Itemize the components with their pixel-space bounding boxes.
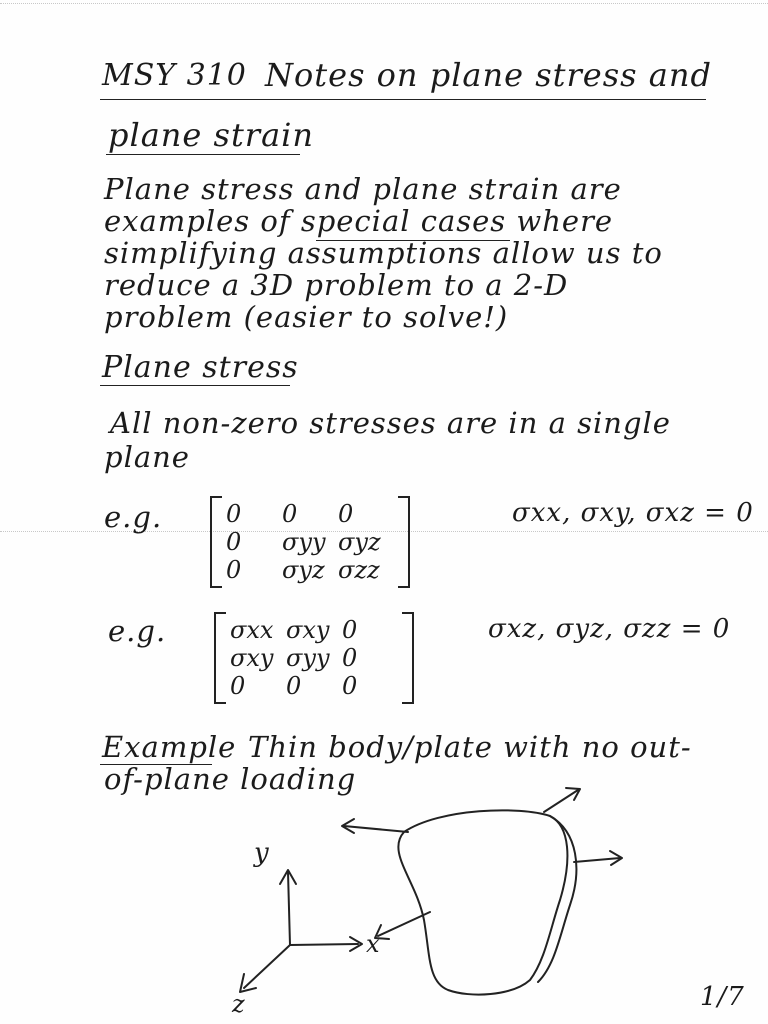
matrix-2-cell: 0 xyxy=(342,644,358,672)
y-axis-label: y xyxy=(254,838,270,868)
page-number: 1/7 xyxy=(700,982,745,1012)
intro-line-5: problem (easier to solve!) xyxy=(104,300,509,334)
matrix-1-cell: σzz xyxy=(338,556,380,584)
matrix-1-cell: 0 xyxy=(226,500,242,528)
matrix-2-cell: σxy xyxy=(286,616,330,644)
example-1-condition: σxx, σxy, σxz = 0 xyxy=(512,498,754,528)
z-axis xyxy=(244,945,290,988)
intro-line-2: examples of special cases where xyxy=(104,204,614,238)
load-arrow-up-right xyxy=(544,790,578,812)
matrix-2-cell: σxy xyxy=(230,644,274,672)
matrix-1-cell: 0 xyxy=(338,500,354,528)
intro-line-1: Plane stress and plane strain are xyxy=(104,172,622,206)
definition-line-1: All non-zero stresses are in a single xyxy=(110,406,671,440)
page-title-line1: Notes on plane stress and xyxy=(265,56,712,94)
y-axis xyxy=(288,872,290,945)
plate-outline xyxy=(398,810,567,994)
matrix-2-cell: 0 xyxy=(286,672,302,700)
example-text-line-2: of-plane loading xyxy=(104,762,357,796)
example-2-label: e.g. xyxy=(108,614,167,648)
load-arrow-inward xyxy=(378,912,430,936)
example-1-label: e.g. xyxy=(104,500,163,534)
matrix-2-cell: σyy xyxy=(286,644,330,672)
example-label: Example xyxy=(102,730,237,764)
matrix-1-cell: 0 xyxy=(226,556,242,584)
load-arrow-left xyxy=(344,826,408,832)
plate-thickness-edge xyxy=(538,816,576,982)
matrix-1-cell: σyz xyxy=(282,556,325,584)
matrix-2-cell: 0 xyxy=(342,616,358,644)
matrix-2-cell: 0 xyxy=(230,672,246,700)
page-title-line2: plane strain xyxy=(108,116,315,154)
intro-line-3: simplifying assumptions allow us to xyxy=(104,236,663,270)
matrix-2-cell: σxx xyxy=(230,616,274,644)
matrix-1-cell: σyy xyxy=(282,528,326,556)
load-arrow-right xyxy=(574,858,620,862)
matrix-1-cell: 0 xyxy=(226,528,242,556)
example-text-line-1: Thin body/plate with no out- xyxy=(248,730,692,764)
z-axis-label: z xyxy=(232,990,246,1018)
x-axis-label: x xyxy=(366,930,381,958)
matrix-1-cell: σyz xyxy=(338,528,381,556)
intro-line-4: reduce a 3D problem to a 2-D xyxy=(104,268,569,302)
course-code: MSY 310 xyxy=(102,58,247,93)
section-heading-plane-stress: Plane stress xyxy=(102,350,299,385)
example-2-condition: σxz, σyz, σzz = 0 xyxy=(488,614,731,644)
matrix-2-cell: 0 xyxy=(342,672,358,700)
definition-line-2: plane xyxy=(104,440,190,474)
matrix-1-cell: 0 xyxy=(282,500,298,528)
x-axis xyxy=(290,944,358,945)
